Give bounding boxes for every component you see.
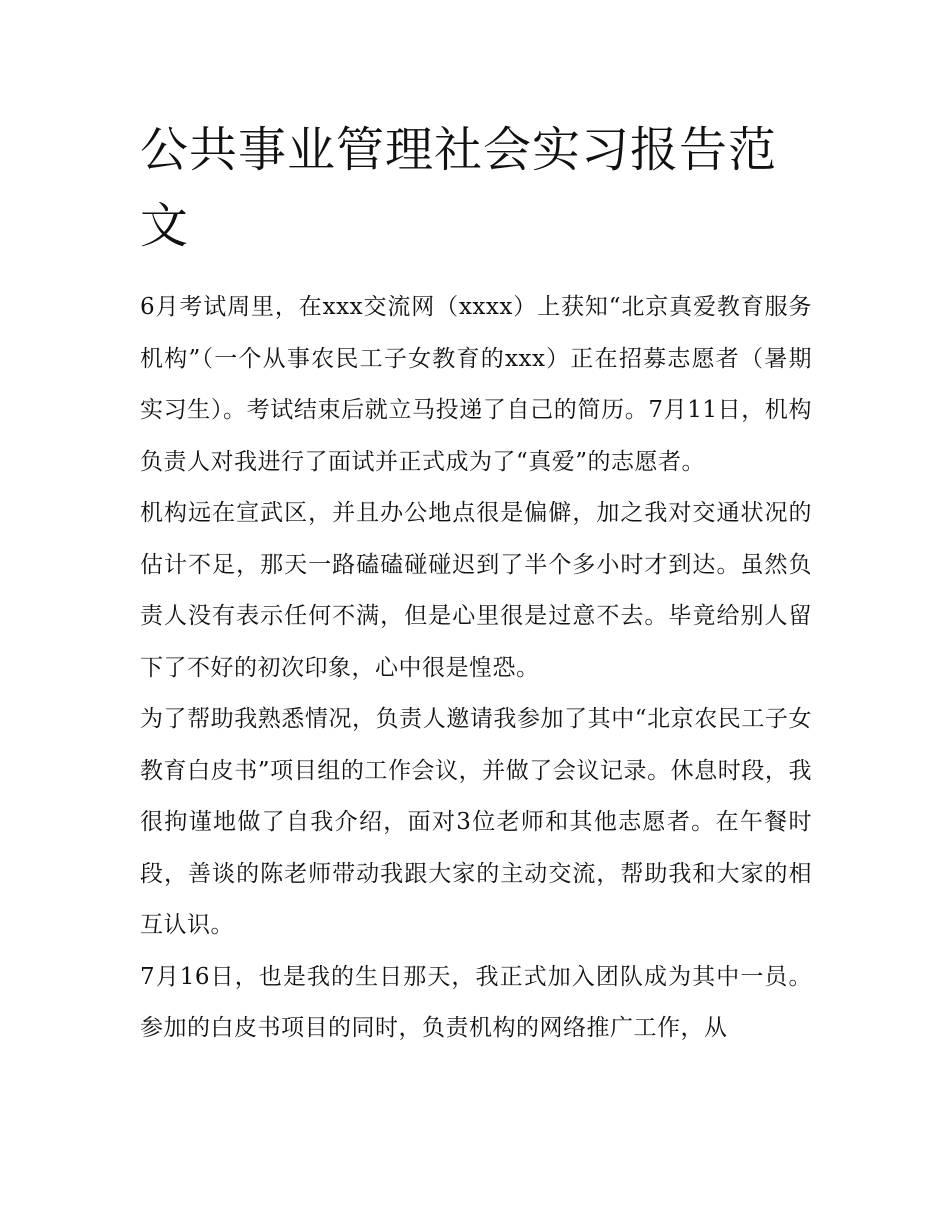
document-title: 公共事业管理社会实习报告范文 — [140, 122, 778, 254]
paragraph-4: 7月16日，也是我的生日那天，我正式加入团队成为其中一员。参加的白皮书项目的同时，负责机构的网络推广工作，从 — [140, 963, 812, 1041]
paragraph-1: 6月考试周里，在xxx交流网（xxxx）上获知“北京真爱教育服务机构”（一个从事农民工子女教育的xxx）正在招募志愿者（暑期实习生）。考试结束后就立马投递了自己的简历。7月11日，机构负责人对我进行了面试并正式成为了“真爱”的志愿者。 — [140, 294, 812, 475]
document-body — [140, 112, 812, 1055]
paragraph-2: 机构远在宣武区，并且办公地点很是偏僻，加之我对交通状况的估计不足，那天一路磕磕碰碰迟到了半个多小时才到达。虽然负责人没有表示任何不满，但是心里很是过意不去。毕竟给别人留下了不好的初次印象，心中很是惶恐。 — [140, 500, 812, 681]
paragraph-3: 为了帮助我熟悉情况，负责人邀请我参加了其中“北京农民工子女教育白皮书”项目组的工作会议，并做了会议记录。休息时段，我很拘谨地做了自我介绍，面对3位老师和其他志愿者。在午餐时段，善谈的陈老师带动我跟大家的主动交流，帮助我和大家的相互认识。 — [140, 706, 812, 938]
